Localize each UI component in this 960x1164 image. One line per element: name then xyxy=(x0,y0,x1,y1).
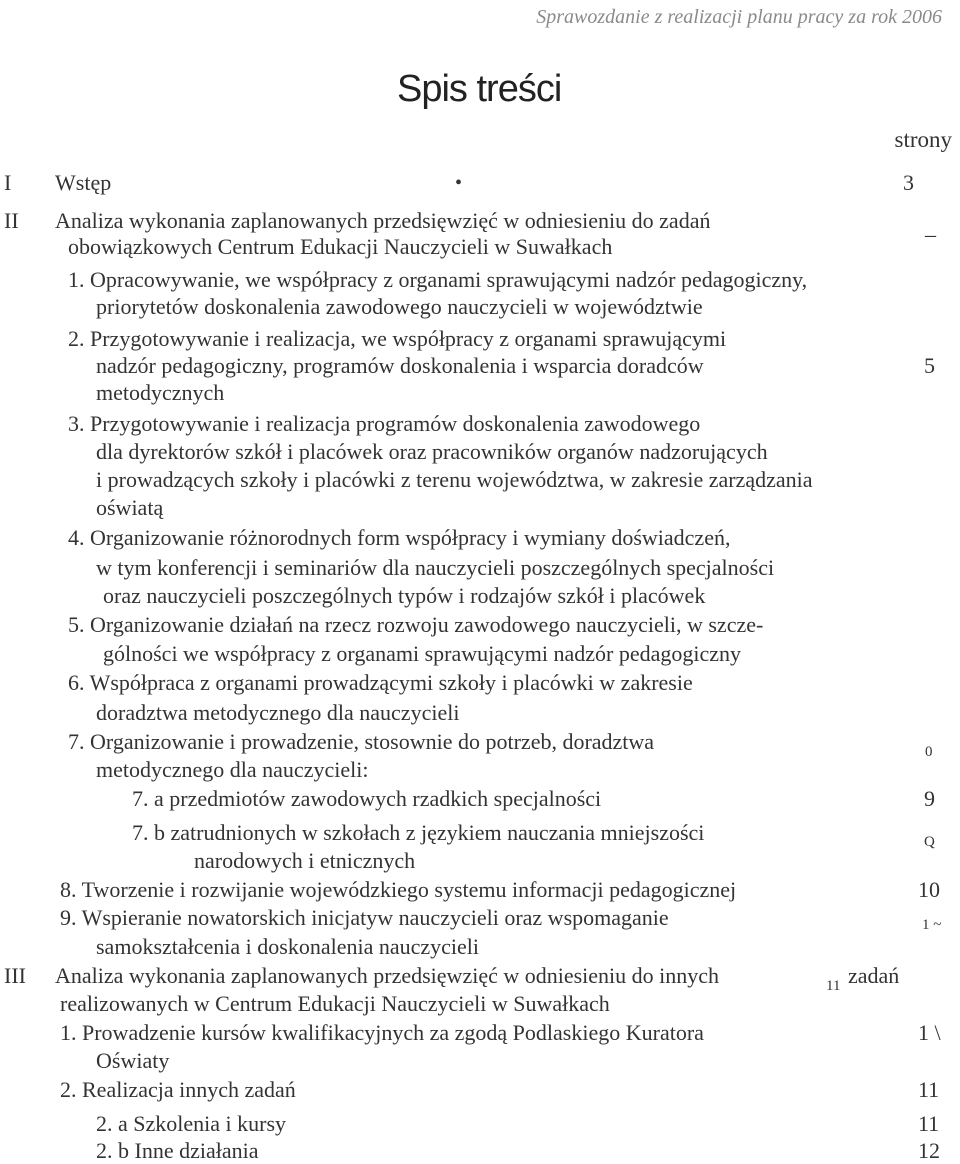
toc-entry-line: 7. b zatrudnionych w szkołach z językiem nauczania mniejszości xyxy=(132,820,705,845)
toc-entry-line: doradztwa metodycznego dla nauczycieli xyxy=(96,700,460,725)
page-number: 11 xyxy=(826,978,841,994)
toc-entry-line: 4. Organizowanie różnorodnych form współpracy i wymiany doświadczeń, xyxy=(68,525,731,550)
running-header: Sprawozdanie z realizacji planu pracy za rok 2006 xyxy=(536,6,942,28)
toc-entry-line: 2. a Szkolenia i kursy xyxy=(96,1111,287,1136)
toc-entry-line: oświatą xyxy=(96,495,164,520)
toc-entry-line: dla dyrektorów szkół i placówek oraz pracowników organów nadzorujących xyxy=(96,439,768,464)
page-number: 1 \ xyxy=(918,1020,941,1045)
toc-entry-line: 8. Tworzenie i rozwijanie wojewódzkiego systemu informacji pedagogicznej xyxy=(60,877,737,902)
page-title: Spis treści xyxy=(397,68,562,110)
toc-entry-line: 7. Organizowanie i prowadzenie, stosownie do potrzeb, doradztwa xyxy=(68,729,655,754)
toc-entry-line: 7. a przedmiotów zawodowych rzadkich specjalności xyxy=(132,786,602,811)
toc-entry-line: Oświaty xyxy=(96,1048,170,1073)
page-mark: _ xyxy=(925,214,936,239)
page-number: 10 xyxy=(918,877,940,902)
page-number: 5 xyxy=(924,353,935,378)
section-title-line: Analiza wykonania zaplanowanych przedsięwzięć w odniesieniu do zadań xyxy=(55,208,711,233)
toc-entry-line: metodycznego dla nauczycieli: xyxy=(96,757,369,782)
toc-entry-line: 2. Przygotowywanie i realizacja, we współpracy z organami sprawującymi xyxy=(68,326,727,351)
toc-entry-line: metodycznych xyxy=(96,380,225,405)
toc-entry-line: 1. Prowadzenie kursów kwalifikacyjnych za zgodą Podlaskiego Kuratora xyxy=(60,1020,704,1045)
section-title-wstep: Wstęp xyxy=(55,170,112,195)
toc-entry-line: i prowadzących szkoły i placówki z terenu województwa, w zakresie zarządzania xyxy=(96,467,813,492)
toc-entry-line: 5. Organizowanie działań na rzecz rozwoju zawodowego nauczycieli, w szcze- xyxy=(68,612,764,637)
page-number: 9 xyxy=(924,786,935,811)
toc-entry-line: 2. Realizacja innych zadań xyxy=(60,1077,296,1102)
toc-entry-line: 2. b Inne działania xyxy=(96,1138,259,1163)
toc-entry-line: 3. Przygotowywanie i realizacja programów doskonalenia zawodowego xyxy=(68,411,701,436)
pages-column-label: strony xyxy=(894,127,952,152)
toc-entry-line: 9. Wspieranie nowatorskich inicjatyw nauczycieli oraz wspomaganie xyxy=(60,905,669,930)
page-number: 12 xyxy=(918,1138,940,1163)
toc-entry-line: 1. Opracowywanie, we współpracy z organami sprawującymi nadzór pedagogiczny, xyxy=(68,267,808,292)
section-numeral-ii: II xyxy=(4,208,19,233)
toc-entry-line: w tym konferencji i seminariów dla nauczycieli poszczególnych specjalności xyxy=(96,555,775,580)
page-number: 0 xyxy=(925,744,933,760)
bullet-icon: • xyxy=(455,172,463,194)
toc-entry-line: oraz nauczycieli poszczególnych typów i rodzajów szkół i placówek xyxy=(103,583,706,608)
toc-entry-line: samokształcenia i doskonalenia nauczycieli xyxy=(96,934,480,959)
page-number: 11 xyxy=(918,1111,940,1136)
toc-entry-line: priorytetów doskonalenia zawodowego nauczycieli w województwie xyxy=(96,294,703,319)
toc-entry-line: gólności we współpracy z organami sprawującymi nadzór pedagogiczny xyxy=(103,641,741,666)
page-number: Q xyxy=(924,834,935,850)
section-title-line: obowiązkowych Centrum Edukacji Nauczycieli w Suwałkach xyxy=(68,234,613,259)
toc-entry-line: nadzór pedagogiczny, programów doskonalenia i wsparcia doradców xyxy=(96,353,704,378)
section-title-tail: zadań xyxy=(848,963,900,988)
section-title-line: Analiza wykonania zaplanowanych przedsięwzięć w odniesieniu do innych xyxy=(55,963,720,988)
page-number: 3 xyxy=(903,170,914,195)
section-numeral-iii: III xyxy=(4,963,26,988)
toc-entry-line: 6. Współpraca z organami prowadzącymi szkoły i placówki w zakresie xyxy=(68,670,693,695)
section-numeral-i: I xyxy=(4,170,12,195)
section-title-line: realizowanych w Centrum Edukacji Nauczycieli w Suwałkach xyxy=(60,991,610,1016)
toc-entry-line: narodowych i etnicznych xyxy=(194,848,416,873)
page-number: 11 xyxy=(918,1077,940,1102)
page-number: 1 ~ xyxy=(922,917,942,933)
